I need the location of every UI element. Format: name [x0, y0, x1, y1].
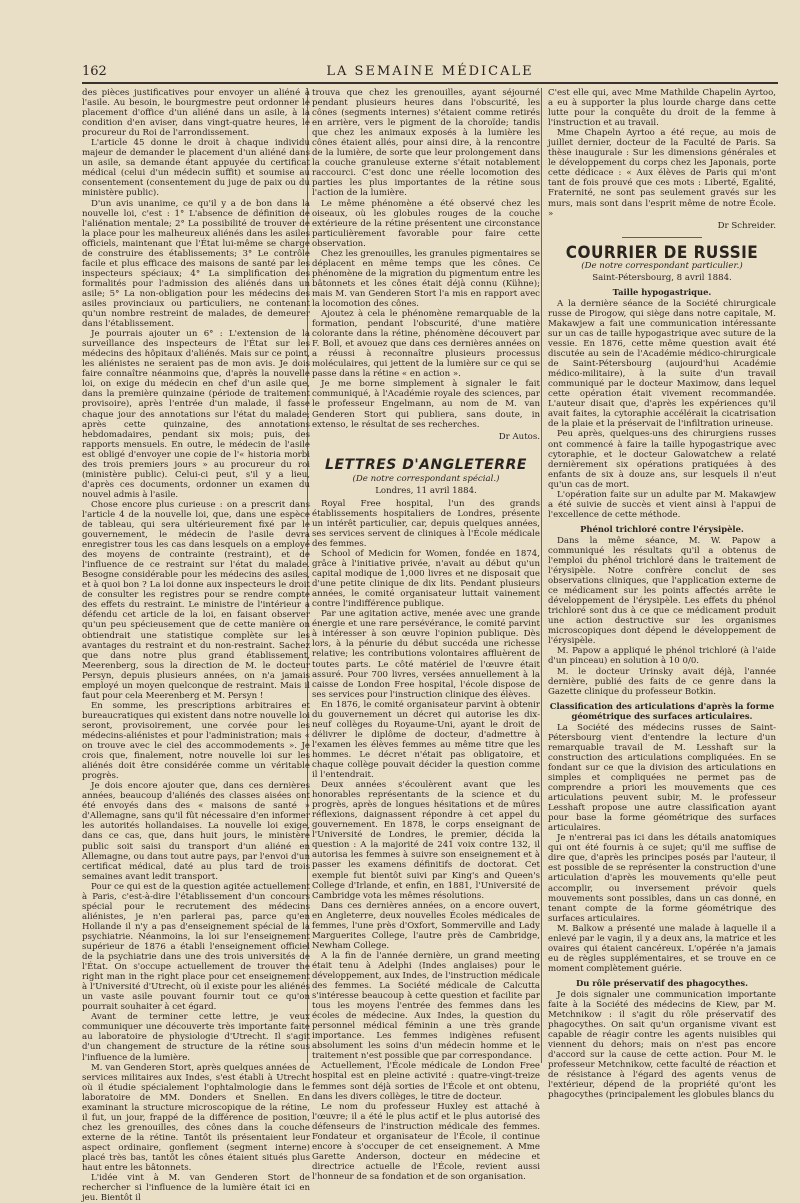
subheading: Taille hypogastrique. [612, 286, 712, 297]
paragraph: D'un avis unanime, ce qu'il y a de bon dans la nouvelle loi, c'est : 1° L'absence de définition de l'aliénation mentale; 2° La possibilité de trouver de la place pour les malheureux aliénés dans les asiles officiels, maintenant que l'État lui-même se charge de construire des établissements; 3° Le contrôle facile et plus efficace des maisons de santé par les inspecteurs spéciaux; 4° La simplification des formalités pour l'admission des aliénés dans un asile; 5° La non-obligation pour les médecins des asiles provinciaux ou particuliers, ne contenant qu'un nombre restreint de malades, de demeurer dans l'établissement. [82, 198, 310, 330]
paragraph: M. Balkow a présenté une malade à laquelle il a enlevé par le vagin, il y a deux ans, la matrice et les ovaires qui étaient cancéreux. L'opérée n'a jamais eu de règles supplémentaires, et se trouve en ce moment complètement guérie. [548, 923, 776, 974]
paragraph: Peu après, quelques-uns des chirurgiens russes ont commencé à faire la taille hypogastrique avec cytoraphie, et le docteur Galowatchew a relaté dernièrement six opérations pratiquées à des enfants de six à douze ans, sur lesquels il n'eut qu'un cas de mort. [548, 429, 776, 490]
journal-title: LA SEMAINE MÉDICALE [326, 64, 534, 79]
paragraph: Je dois signaler une communication importante faite à la Société des médecins de Kiew, par M. Metchnikow : il s'agit du rôle préservatif des phagocythes. On sait qu'un organisme vivant est capable de réagir contre les agents nuisibles qui viennent du dehors; mais on n'est pas encore d'accord sur la cause de cette action. Pour M. le professeur Metchnikow, cette faculté de réaction et de résistance à l'égard des agents venus de l'extérieur, dépend de la propriété qu'ont les phagocythes (principalement les globules blancs du [548, 989, 776, 1101]
paragraph: School of Medicin for Women, fondée en 1874, grâce à l'initiative privée, n'avait au début qu'un capital modique de 1,000 livres et ne disposait que d'une petite clinique de dix lits. Pendant plusieurs années, le comité organisateur luttait vainement contre l'indifférence publique. [312, 549, 540, 610]
paragraph: L'opération faite sur un adulte par M. Makawjew a été suivie de succès et vient ainsi à l'appui de l'excellence de cette méthode. [548, 489, 776, 520]
paragraph: Le même phénomène a été observé chez les oiseaux, où les globules rouges de la couche extérieure de la rétine présentent une circonstance particulièrement favorable pour faire cette observation. [312, 198, 540, 249]
paragraph: M. Papow a appliqué le phénol trichloré (à l'aide d'un pinceau) en solution à 10 0/0. [548, 646, 776, 667]
paragraph: Je dois encore ajouter que, dans ces dernières années, beaucoup d'aliénés des classes aisées ont été envoyés dans des « maisons de santé » d'Allemagne, sans qu'il fût nécessaire d'en informer les autorités hollandaises. La nouvelle loi exige, dans ce cas, que, dans huit jours, le ministère public soit saisi du transport d'un aliéné en Allemagne, ou dans tout autre pays, par l'envoi d'un certificat médical, daté au plus tard de trois semaines avant ledit transport. [82, 781, 310, 882]
divider [622, 237, 702, 238]
section-title-lettres-angleterre: LETTRES D'ANGLETERRE [325, 456, 527, 473]
paragraph: Deux années s'écoulèrent avant que les honorables représentants de la science et du progrès, après de longues hésitations et de mûres réflexions, daignassent répondre à cet appel du gouvernement. En 1878, le corps enseignant de l'Université de Londres, le premier, décida la question : A la majorité de 241 voix contre 132, il autorisa les femmes à suivre son enseignement et à passer les examens définitifs de doctorat. Cet exemple fut bientôt suivi par King's and Queen's College d'Irlande, et enfin, en 1881, l'Université de Cambridge vota les mêmes résolutions. [312, 780, 540, 901]
paragraph: Pour ce qui est de la question agitée actuellement à Paris, c'est-à-dire l'établissement d'un concours spécial pour le recrutement des médecins aliénistes, je n'en parlerai pas, parce qu'en Hollande il n'y a pas d'enseignement spécial de la psychiatrie. Néanmoins, la loi sur l'enseignement supérieur de 1876 a établi l'enseignement officiel de la psychiatrie dans une des trois universités de l'État. On s'occupe actuellement de trouver the right man in the right place pour cet enseignement à l'Université d'Utrecht, où il existe pour les aliénés un vaste asile pouvant fournir tout ce qu'on pourrait souhaiter à cet égard. [82, 881, 310, 1013]
page-number: 162 [82, 64, 107, 79]
dateline: Saint-Pétersbourg, 8 avril 1884. [592, 272, 732, 283]
column-rule [541, 88, 542, 1063]
paragraph: A la fin de l'année dernière, un grand meeting était tenu à Adelphi (Indes anglaises) pour le développement, aux Indes, de l'instruction médicale des femmes. La Société médicale de Calcutta s'intéresse beaucoup à cette question et facilite par tous les moyens l'entrée des femmes dans les écoles de médecine. Aux Indes, la question du personnel médical féminin a une très grande importance. Les femmes indigènes refusent absolument les soins d'un médecin homme et le traitement n'est possible que par correspondance. [312, 950, 540, 1062]
paragraph: Dans la même séance, M. W. Papow a communiqué les résultats qu'il a obtenus de l'emploi du phénol trichloré dans le traitement de l'érysipèle. Notre confrère conclut de ses observations cliniques, que l'application externe de ce médicament sur les points affectés arrête le développement de l'érysipèle. Les effets du phénol trichloré sont dus à ce que ce médicament produit une action destructive sur les organismes microscopiques dont dépend le développement de l'érysipèle. [548, 535, 776, 647]
paragraph: trouva que chez les grenouilles, ayant séjourné pendant plusieurs heures dans l'obscurité, les cônes (segments internes) s'étaient comme retirés en arrière, vers le pigment de la choroïde; tandis que chez les animaux exposés à la lumière les cônes étaient allés, pour ainsi dire, à la rencontre de la lumière, de sorte que leur prolongement dans la couche granuleuse externe s'était notablement raccourci. C'est donc une réelle locomotion des parties les plus importantes de la rétine sous l'action de la lumière. [312, 88, 540, 199]
paragraph: La Société des médecins russes de Saint-Pétersbourg vient d'entendre la lecture d'un remarquable travail de M. Lesshaft sur la construction des articulations compliquées. En se fondant sur ce que la division des articulations en simples et compliquées ne permet pas de comprendre a priori les mouvements que ces articulations peuvent subir, M. le professeur Lesshaft propose une autre classification ayant pour base la forme géométrique des surfaces articulaires. [548, 722, 776, 834]
paragraph: Royal Free hospital, l'un des grands établissements hospitaliers de Londres, présente un intérêt particulier, car, depuis quelques années, ses services servent de cliniques à l'École médicale des femmes. [312, 498, 540, 549]
section-title-courrier-russie: COURRIER DE RUSSIE [565, 242, 759, 263]
paragraph: C'est elle qui, avec Mme Mathilde Chapelin Ayrtoo, a eu à supporter la plus lourde charge dans cette lutte pour la conquête du droit de la femme à l'instruction et au travail. [548, 88, 776, 129]
dateline: Londres, 11 avril 1884. [375, 485, 477, 496]
paragraph: Je n'entrerai pas ici dans les détails anatomiques qui ont été fournis à ce sujet; qu'il me suffise de dire que, d'après les principes posés par l'auteur, il est possible de se représenter la construction d'une articulation d'après les mouvements qu'elle peut accomplir, ou inversement prévoir quels mouvements sont possibles, dans un cas donné, en tenant compte de la forme géométrique des surfaces articulaires. [548, 833, 776, 924]
paragraph: des pièces justificatives pour envoyer un aliéné à l'asile. Au besoin, le bourgmestre peut ordonner le placement d'office d'un aliéné dans un asile, à la condition d'en aviser, dans vingt-quatre heures, le procureur du Roi de l'arrondissement. [82, 88, 310, 139]
paragraph: Je me borne simplement à signaler le fait communiqué, à l'Académie royale des sciences, par le professeur Engelmann, au nom de M. van Genderen Stort qui publiera, sans doute, in extenso, le résultat de ses recherches. [312, 379, 540, 430]
paragraph: Avant de terminer cette lettre, je veux communiquer une découverte très importante faite au laboratoire de physiologie d'Utrecht. Il s'agit d'un changement de structure de la rétine sous l'influence de la lumière. [82, 1012, 310, 1063]
column-2 [312, 88, 541, 1182]
signature: Dr Autos. [498, 431, 540, 442]
paragraph: A la dernière séance de la Société chirurgicale russe de Pirogow, qui siège dans notre capitale, M. Makawjew a fait une communication intéressante sur un cas de taille hypogastrique avec suture de la vessie. En 1876, cette même question avait été discutée au sein de l'Académie médico-chirurgicale de Saint-Pétersbourg (aujourd'hui Académie médico-militaire), à la suite d'un travail communiqué par le docteur Maximow, dans lequel cette opération était vivement recommandée. L'auteur disait que, d'après les expériences qu'il avait faites, la cytoraphie accélérait la cicatrisation de la plaie et la préservait de l'infiltration urineuse. [548, 298, 776, 430]
signature: Dr Schreider. [717, 220, 776, 231]
column-3 [548, 88, 776, 1101]
paragraph: Dans ces dernières années, on a encore ouvert, en Angleterre, deux nouvelles Écoles médicales de femmes, l'une près d'Oxfort, Sommerville and Lady Marguerites College, l'autre près de Cambridge, Newham College. [312, 900, 540, 951]
subheading: Phénol trichloré contre l'érysipèle. [580, 523, 744, 534]
paragraph: Chez les grenouilles, les granules pigmentaires se déplacent en même temps que les cônes. Ce phénomène de la migration du pigmentum entre les bâtonnets et les cônes était déjà connu (Kühne); mais M. van Genderen Stort l'a mis en rapport avec la locomotion des cônes. [312, 248, 541, 309]
correspondent-note: (De notre correspondant spécial.) [352, 473, 500, 484]
paragraph: Par une agitation active, menée avec une grande énergie et une rare persévérance, le comité parvint à intéresser à son œuvre l'opinion publique. Dès lors, à la pénurie du début succéda une richesse relative; les contributions volontaires affluèrent de toutes parts. Le côté matériel de l'œuvre était assuré. Pour 700 livres, versées annuellement à la caisse de London Free hospital, l'école dispose de ses services pour l'instruction clinique des élèves. [312, 609, 540, 700]
subheading: Classification des articulations d'après la forme géométrique des surfaces articulaires. [549, 700, 775, 721]
paragraph: Chose encore plus curieuse : on a prescrit dans l'article 4 de la nouvelle loi, que, dans une espèce de tableau, qui sera ultérieurement fixé par le gouvernement, le médecin de l'asile devra enregistrer tous les cas dans lesquels on a employé des moyens de contrainte (restraint), et de l'influence de ce restraint sur l'état du malade. Besogne considérable pour les médecins des asiles, et à quoi bon ? La loi donne aux inspecteurs le droit de consulter les registres pour se rendre compte des effets du restraint. Le ministre de l'intérieur a défendu cet article de la loi, en faisant observer qu'un peu spécieusement que de cette manière on obtiendrait une statistique complète sur les avantages du restraint et du non-restraint. Sachez que dans notre plus grand établissement, Meerenberg, sous la direction de M. le docteur Persyn, depuis plusieurs années, on n'a jamais employé un moyen quelconque de restraint. Mais il faut pour cela Meerenberg et M. Persyn ! [82, 499, 310, 701]
column-1 [82, 88, 310, 1203]
paragraph: En somme, les prescriptions arbitraires et bureaucratiques qui existent dans notre nouvelle loi seront, provisoirement, une corvée pour les médecins-aliénistes et pour l'administration; mais « on trouve avec le ciel des accommodements ». Je crois que, finalement, notre nouvelle loi sur les aliénés doit être considérée comme un véritable progrès. [82, 700, 310, 782]
paragraph: Actuellement, l'École médicale de London Free hospital est en pleine activité : quatre-vingt-treize femmes sont déjà sorties de l'École et ont obtenu, dans les divers collèges, le titre de docteur. [312, 1061, 540, 1102]
paragraph: En 1876, le comité organisateur parvint à obtenir du gouvernement un décret qui autorise les dix-neuf collèges du Royaume-Uni, ayant le droit de délivrer le diplôme de docteur, d'admettre à l'examen les élèves femmes au même titre que les hommes. Le décret n'était pas obligatoire, et chaque collège pouvait décider la question comme il l'entendrait. [312, 699, 540, 781]
paragraph: M. le docteur Urinsky avait déjà, l'année dernière, publié des faits de ce genre dans la Gazette clinique du professeur Botkin. [548, 666, 776, 697]
paragraph: M. van Genderen Stort, après quelques années de services militaires aux Indes, s'est établi à Utrecht où il étudie spécialement l'ophtalmologie dans le laboratoire de MM. Donders et Snellen. En examinant la structure microscopique de la rétine, il fut, un jour, frappé de la différence de position, chez les grenouilles, des cônes dans la couche externe de la rétine. Tantôt ils présentaient leur aspect ordinaire, gonflement (segment interne) placé très bas, tantôt les cônes étaient situés plus haut entre les bâtonnets. [82, 1062, 310, 1174]
page-header [82, 62, 778, 84]
paragraph: Ajoutez à cela le phénomène remarquable de la formation, pendant l'obscurité, d'une matière colorante dans la rétine, phénomène découvert par F. Boll, et avouez que dans ces dernières années on a réussi à reconnaître plusieurs processus moléculaires, qui jettent de la lumière sur ce qui se passe dans la rétine « en action ». [312, 309, 540, 380]
paragraph: Le nom du professeur Huxley est attaché à l'œuvre; il a été le plus actif et le plus autorisé des défenseurs de l'instruction médicale des femmes. Fondateur et organisateur de l'École, il continue encore à s'occuper de cet enseignement. A Mme Garette Anderson, docteur en médecine et directrice actuelle de l'École, revient aussi l'honneur de sa fondation et de son organisation. [312, 1101, 540, 1182]
correspondent-note: (De notre correspondant particulier.) [581, 260, 743, 271]
paragraph: Mme Chapeln Ayrtoo a été reçue, au mois de juillet dernier, docteur de la Faculté de Paris. Sa thèse inaugurale : Sur les dimensions générales et le développement du corps chez les Japonais, porte cette dédicace : « Aux élèves de Paris qui m'ont tant de fois prouvé que ces mots : Liberté, Egalité, Fraternité, ne sont pas seulement gravés sur les murs, mais sont dans l'esprit même de notre École. » [548, 128, 776, 219]
paragraph: L'idée vint à M. van Genderen Stort de rechercher si l'influence de la lumière était ici en jeu. Bientôt il [82, 1173, 310, 1203]
paragraph: Je pourrais ajouter un 6° : L'extension de la surveillance des inspecteurs de l'État sur les médecins des hôpitaux d'aliénés. Mais sur ce point, les aliénistes ne seraient pas de mon avis. Je dois faire connaître néanmoins que, d'après la nouvelle loi, on exige du médecin en chef d'un asile que, dans la première quinzaine (période de traitement provisoire), après l'entrée d'un malade, il fasse chaque jour des annotations sur l'état du malade; après cette quinzaine, des annotations hebdomadaires, pendant six mois; puis, des rapports mensuels. En outre, le médecin de l'asile est obligé d'envoyer une copie de l'« historia morbi des trois premiers jours » au procureur du roi (ministère public). Celui-ci peut, s'il y a lieu, d'après ces documents, ordonner un examen du nouvel admis à l'asile. [82, 329, 310, 500]
subheading: Du rôle préservatif des phagocythes. [575, 977, 749, 988]
paragraph: L'article 45 donne le droit à chaque individu majeur de demander le placement d'un aliéné dans un asile, sa demande étant appuyée du certificat médical (celui d'un médecin suffit) et soumise au consentement (consentement du juge de paix ou du ministère public). [82, 138, 310, 199]
